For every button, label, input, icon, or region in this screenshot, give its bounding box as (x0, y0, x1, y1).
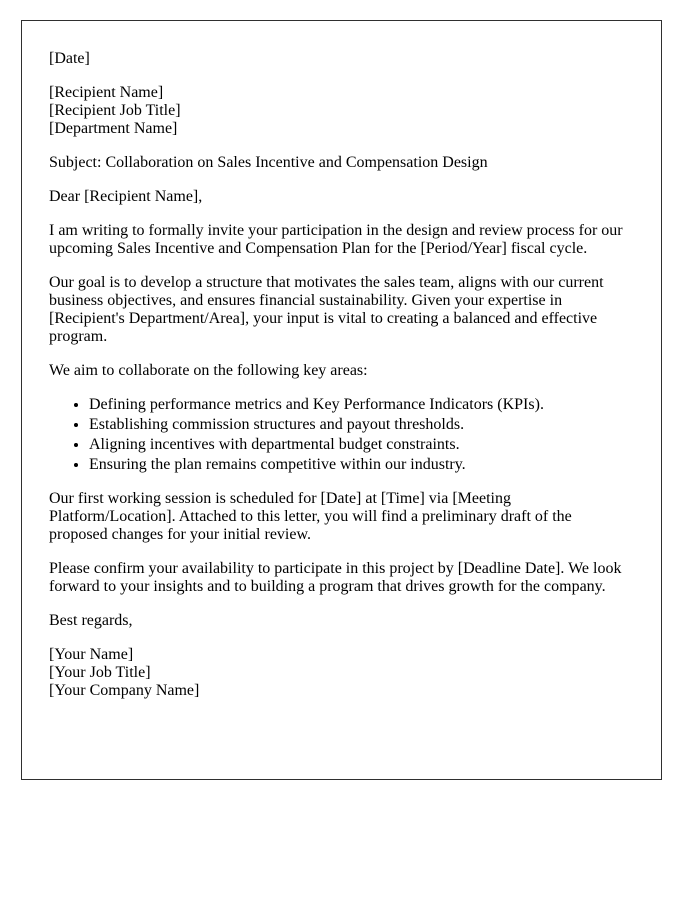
recipient-block (49, 84, 634, 138)
recipient-job-title: [Recipient Job Title] (49, 102, 181, 119)
signature-block (49, 646, 634, 700)
paragraph-confirmation: Please confirm your availability to participate in this project by [Deadline Date]. We look forward to your insights and to building a program that drives growth for the company. (49, 560, 622, 595)
key-areas-list (49, 396, 634, 474)
paragraph-goal: Our goal is to develop a structure that motivates the sales team, aligns with our current business objectives, and ensures financial sustainability. Given your expertise in [Recipient's Department/Area], your input is vital to creating a balanced and effective program. (49, 274, 604, 345)
signature-company: [Your Company Name] (49, 682, 200, 699)
closing-line: Best regards, (49, 612, 133, 629)
paragraph-collaboration-lead: We aim to collaborate on the following key areas: (49, 362, 368, 379)
key-area-item: • Establishing commission structures and payout thresholds. (89, 416, 634, 434)
paragraph-intro: I am writing to formally invite your participation in the design and review process for our upcoming Sales Incentive and Compensation Plan for the [Period/Year] fiscal cycle. (49, 222, 623, 257)
paragraph-session: Our first working session is scheduled for [Date] at [Time] via [Meeting Platform/Location]. Attached to this letter, you will find a preliminary draft of the proposed changes for your initial review. (49, 490, 572, 543)
signature-job-title: [Your Job Title] (49, 664, 151, 681)
subject-line: Subject: Collaboration on Sales Incentive and Compensation Design (49, 154, 488, 171)
signature-name: [Your Name] (49, 646, 134, 663)
key-area-item: • Ensuring the plan remains competitive within our industry. (89, 456, 634, 474)
recipient-department: [Department Name] (49, 120, 178, 137)
recipient-name: [Recipient Name] (49, 84, 164, 101)
letter-page (21, 20, 662, 780)
key-area-item: • Defining performance metrics and Key Performance Indicators (KPIs). (89, 396, 634, 414)
salutation-line: Dear [Recipient Name], (49, 188, 203, 205)
key-area-item: • Aligning incentives with departmental budget constraints. (89, 436, 634, 454)
date-line: [Date] (49, 50, 90, 67)
